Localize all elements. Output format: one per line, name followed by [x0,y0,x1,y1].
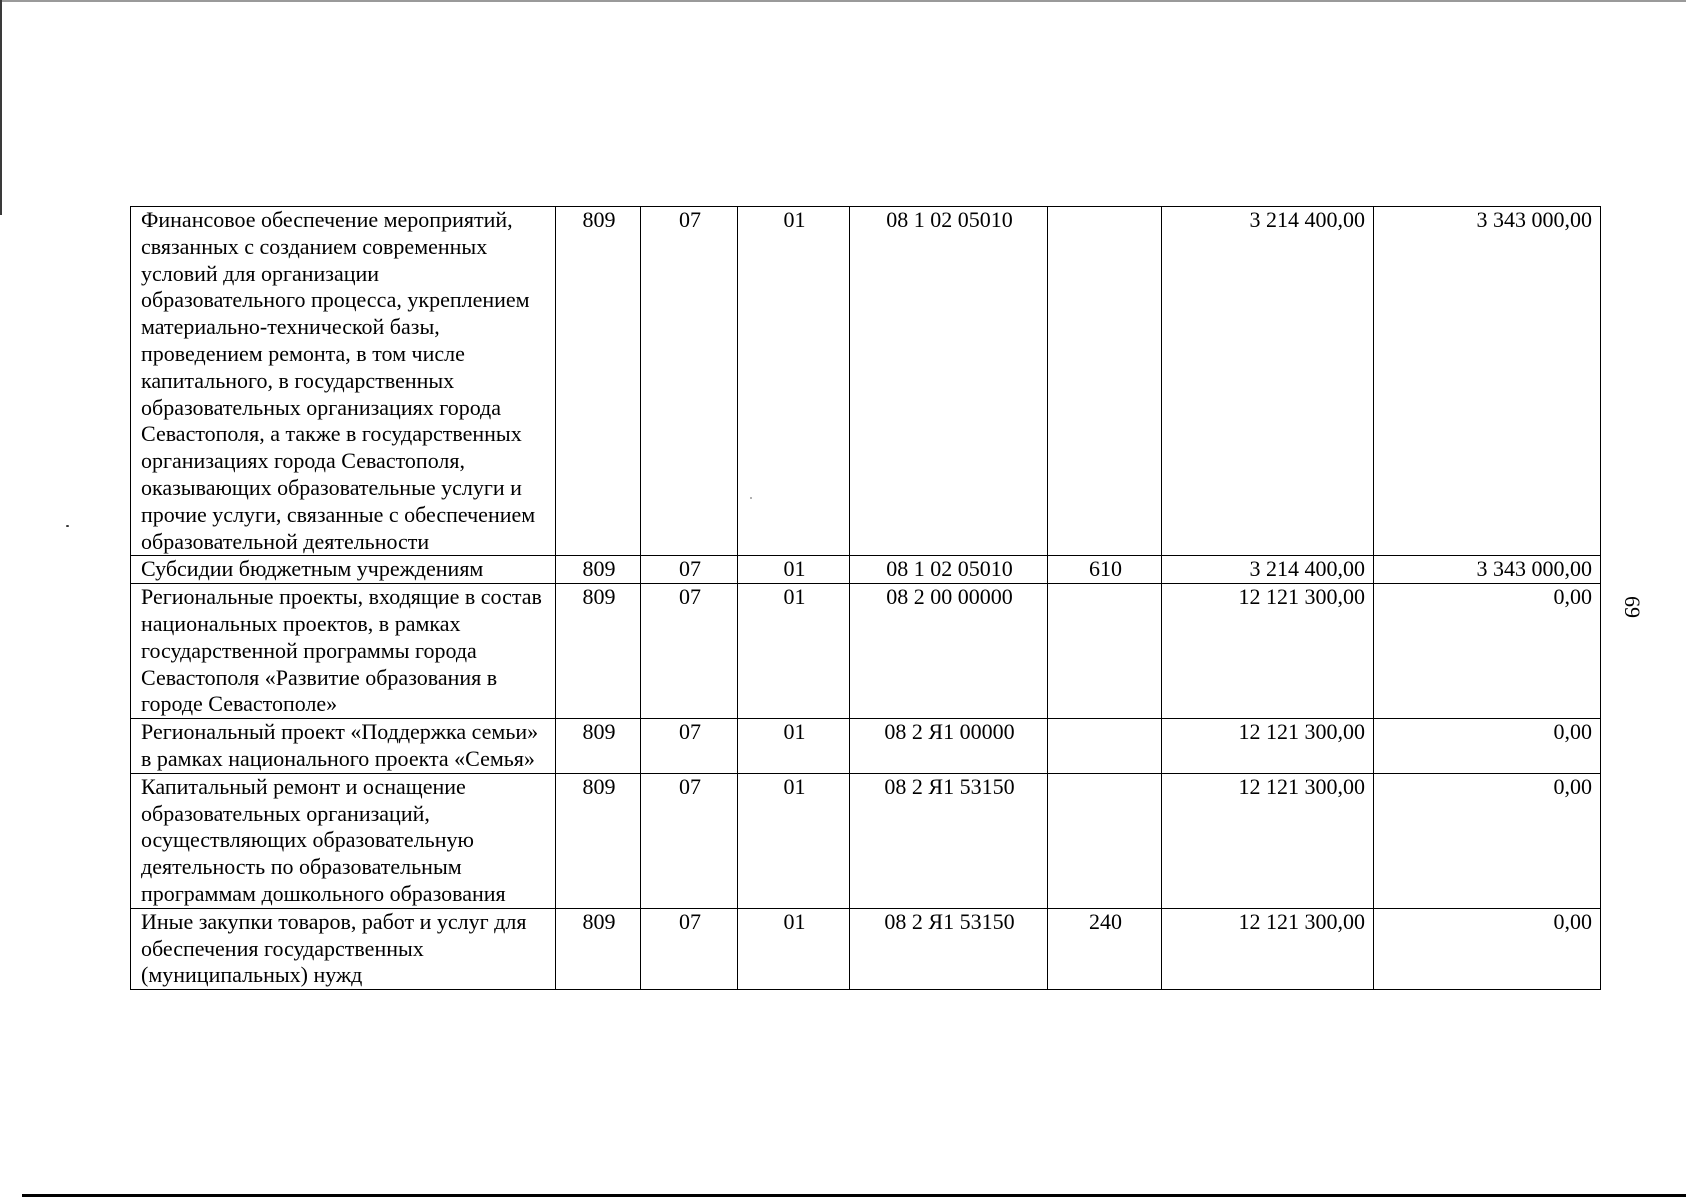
row-section-code: 07 [641,584,738,719]
row-amount-1: 3 214 400,00 [1162,207,1374,556]
row-target-article: 08 1 02 05010 [850,207,1048,556]
row-subsection-code: 01 [738,207,850,556]
row-expense-type [1048,719,1162,774]
row-target-article: 08 2 Я1 00000 [850,719,1048,774]
row-amount-1: 12 121 300,00 [1162,908,1374,989]
row-section-code: 07 [641,719,738,774]
row-amount-2: 0,00 [1374,719,1601,774]
row-amount-2: 3 343 000,00 [1374,207,1601,556]
row-expense-type: 240 [1048,908,1162,989]
row-name: Региональные проекты, входящие в состав национальных проектов, в рамках государственной программы города Севастополя «Развитие образования в городе Севастополе» [131,584,556,719]
row-name: Субсидии бюджетным учреждениям [131,556,556,584]
table-row [131,556,1601,584]
row-amount-1: 12 121 300,00 [1162,584,1374,719]
row-ministry-code: 809 [556,584,641,719]
table-row [131,719,1601,774]
row-amount-1: 3 214 400,00 [1162,556,1374,584]
row-expense-type [1048,207,1162,556]
row-ministry-code: 809 [556,207,641,556]
row-subsection-code: 01 [738,908,850,989]
row-ministry-code: 809 [556,556,641,584]
row-target-article: 08 2 Я1 53150 [850,908,1048,989]
row-ministry-code: 809 [556,719,641,774]
scan-speck [66,525,69,527]
row-subsection-code: 01 [738,773,850,908]
row-target-article: 08 2 Я1 53150 [850,773,1048,908]
page-number: 69 [1620,596,1645,618]
row-section-code: 07 [641,207,738,556]
row-amount-2: 0,00 [1374,908,1601,989]
row-target-article: 08 1 02 05010 [850,556,1048,584]
scan-border-top [0,0,1686,2]
row-section-code: 07 [641,908,738,989]
row-name: Региональный проект «Поддержка семьи» в рамках национального проекта «Семья» [131,719,556,774]
budget-table [130,206,1601,990]
row-amount-2: 0,00 [1374,584,1601,719]
table-row [131,584,1601,719]
row-expense-type [1048,773,1162,908]
row-ministry-code: 809 [556,773,641,908]
row-name: Иные закупки товаров, работ и услуг для обеспечения государственных (муниципальных) нужд [131,908,556,989]
row-subsection-code: 01 [738,584,850,719]
row-amount-2: 3 343 000,00 [1374,556,1601,584]
row-name: Финансовое обеспечение мероприятий, связанных с созданием современных условий для организации образовательного процесса, укреплением материально-технической базы, проведением ремонта, в том числе капитального, в государственных образовательных организациях города Севастополя, а также в государственных организациях города Севастополя, оказывающих образовательные услуги и прочие услуги, связанные с обеспечением образовательной деятельности [131,207,556,556]
table-row [131,207,1601,556]
scan-border-left [0,0,2,215]
row-subsection-code: 01 [738,719,850,774]
row-expense-type [1048,584,1162,719]
row-amount-1: 12 121 300,00 [1162,719,1374,774]
table-row [131,773,1601,908]
row-section-code: 07 [641,773,738,908]
row-name: Капитальный ремонт и оснащение образовательных организаций, осуществляющих образовательную деятельность по образовательным программам дошкольного образования [131,773,556,908]
row-expense-type: 610 [1048,556,1162,584]
row-amount-2: 0,00 [1374,773,1601,908]
row-ministry-code: 809 [556,908,641,989]
table-row [131,908,1601,989]
row-section-code: 07 [641,556,738,584]
scan-border-bottom [22,1194,1686,1197]
row-amount-1: 12 121 300,00 [1162,773,1374,908]
row-target-article: 08 2 00 00000 [850,584,1048,719]
row-subsection-code: 01 [738,556,850,584]
